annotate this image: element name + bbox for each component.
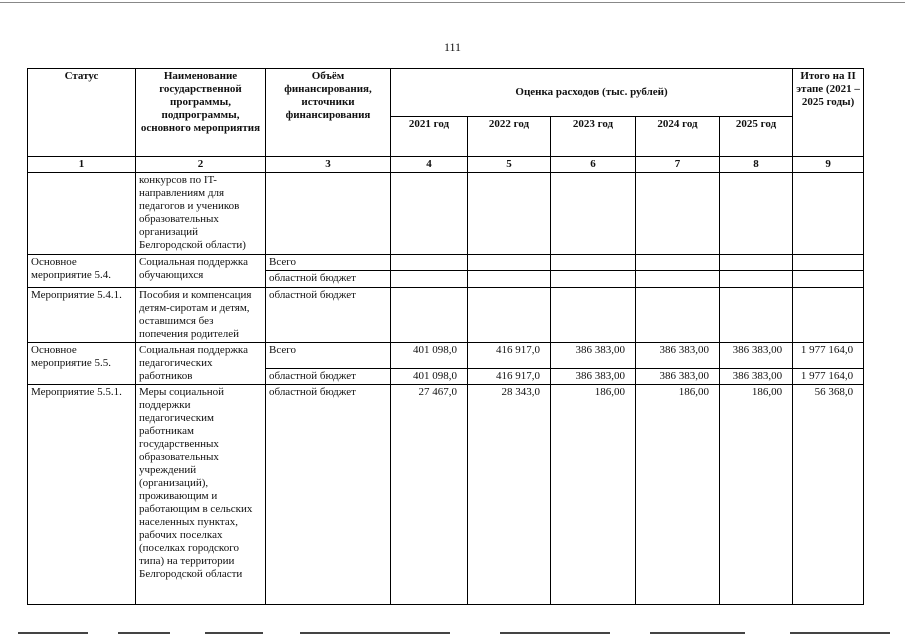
top-border-line [0, 2, 905, 3]
header-year-2025: 2025 год [720, 117, 793, 157]
value-cell: 386 383,00 [551, 369, 636, 385]
column-index: 8 [720, 157, 793, 173]
name-cell: Меры социальной поддержки педагогическим работникам государственных образовательных учреждений (организаций), проживающим и работающим в сельских населенных пунктах, рабочих поселках (поселках городского типа) на территории Белгородской области [136, 385, 266, 605]
value-cell: 416 917,0 [468, 343, 551, 369]
column-index: 1 [28, 157, 136, 173]
source-cell: Всего [266, 255, 391, 271]
value-cell: 27 467,0 [391, 385, 468, 605]
value-cell: 416 917,0 [468, 369, 551, 385]
table-row [28, 255, 864, 271]
bottom-scan-marks [0, 632, 905, 635]
value-cell: 386 383,00 [636, 343, 720, 369]
header-name: Наименование государственной программы, подпрограммы, основного мероприятия [136, 69, 266, 157]
name-cell: Социальная поддержка педагогических работников [136, 343, 266, 385]
header-estimate: Оценка расходов (тыс. рублей) [391, 69, 793, 117]
value-cell: 28 343,0 [468, 385, 551, 605]
source-cell [266, 173, 391, 255]
source-cell: областной бюджет [266, 369, 391, 385]
source-cell: Всего [266, 343, 391, 369]
column-index: 6 [551, 157, 636, 173]
status-cell: Мероприятие 5.5.1. [28, 385, 136, 605]
header-total: Итого на II этапе (2021 – 2025 годы) [793, 69, 864, 157]
header-year-2023: 2023 год [551, 117, 636, 157]
status-cell [28, 173, 136, 255]
value-cell: 386 383,00 [720, 343, 793, 369]
status-cell: Мероприятие 5.4.1. [28, 288, 136, 343]
column-index: 4 [391, 157, 468, 173]
header-year-2022: 2022 год [468, 117, 551, 157]
value-cell: 386 383,00 [636, 369, 720, 385]
value-cell: 386 383,00 [720, 369, 793, 385]
name-cell: Социальная поддержка обучающихся [136, 255, 266, 288]
total-cell: 1 977 164,0 [793, 369, 864, 385]
total-cell: 56 368,0 [793, 385, 864, 605]
status-cell: Основное мероприятие 5.4. [28, 255, 136, 288]
value-cell: 401 098,0 [391, 343, 468, 369]
value-cell: 186,00 [636, 385, 720, 605]
header-status: Статус [28, 69, 136, 157]
column-index: 2 [136, 157, 266, 173]
value-cell: 401 098,0 [391, 369, 468, 385]
table-row [28, 385, 864, 605]
source-cell: областной бюджет [266, 271, 391, 288]
value-cell: 386 383,00 [551, 343, 636, 369]
status-cell: Основное мероприятие 5.5. [28, 343, 136, 385]
column-index: 3 [266, 157, 391, 173]
source-cell: областной бюджет [266, 385, 391, 605]
name-cell: конкурсов по IT-направлениям для педагогов и учеников образовательных организаций Белгородской области) [136, 173, 266, 255]
value-cell: 186,00 [720, 385, 793, 605]
name-cell: Пособия и компенсация детям-сиротам и детям, оставшимся без попечения родителей [136, 288, 266, 343]
total-cell: 1 977 164,0 [793, 343, 864, 369]
header-year-2021: 2021 год [391, 117, 468, 157]
budget-table [27, 68, 864, 605]
value-cell: 186,00 [551, 385, 636, 605]
table-row [28, 343, 864, 369]
column-index: 5 [468, 157, 551, 173]
column-index: 7 [636, 157, 720, 173]
table-row [28, 288, 864, 343]
header-year-2024: 2024 год [636, 117, 720, 157]
page-number: 111 [443, 40, 462, 54]
source-cell: областной бюджет [266, 288, 391, 343]
header-funding: Объём финансирования, источники финансирования [266, 69, 391, 157]
column-index-row [28, 157, 864, 173]
column-index: 9 [793, 157, 864, 173]
table-row [28, 173, 864, 255]
